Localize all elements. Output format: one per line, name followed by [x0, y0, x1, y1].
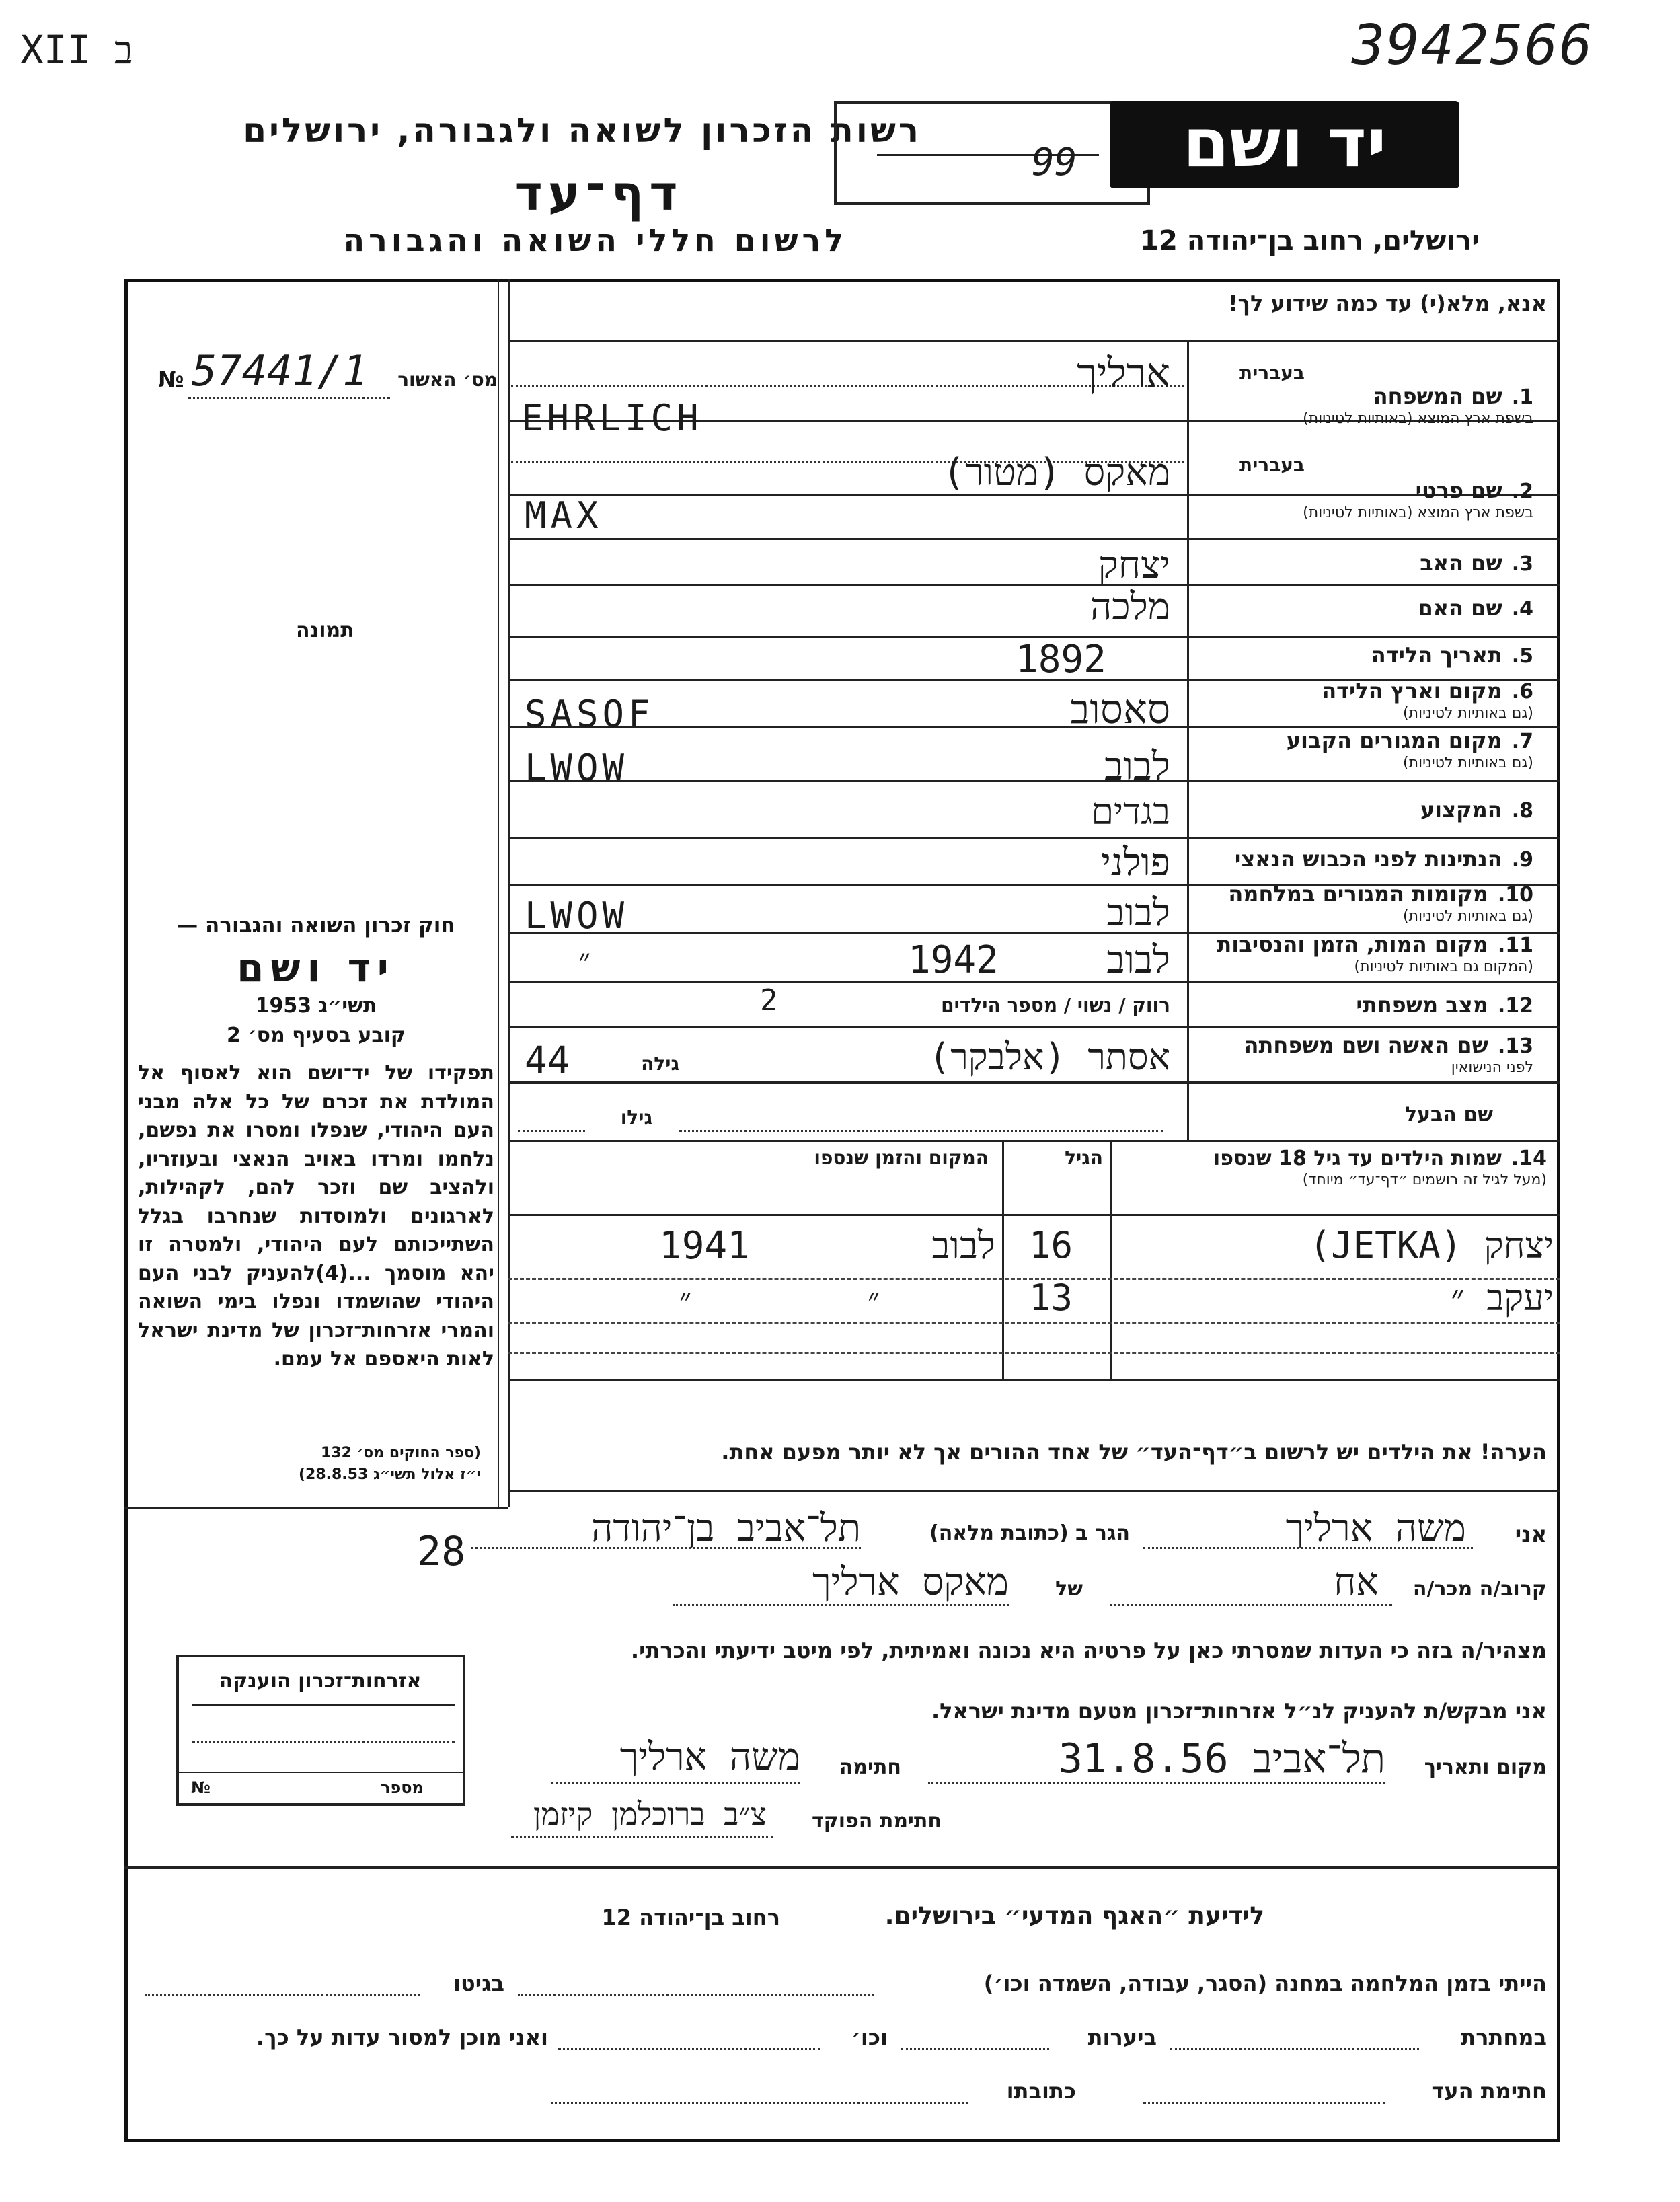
field-1-latin-value: EHRLICH	[521, 397, 703, 439]
ready-to-testify-label: ואני מוכן למסור עדות על כך.	[256, 2024, 548, 2050]
child-2-year: ״	[679, 1281, 692, 1319]
field-3-label: 3.שם האב	[1420, 550, 1533, 576]
officer-label: חתימת הפוקד	[812, 1809, 942, 1833]
child-1-name: יצחק (JETKA)	[1309, 1224, 1554, 1266]
field-9-value: פולני	[1101, 841, 1170, 884]
archive-number: 3942566	[1352, 13, 1594, 77]
field-13-label: 13.שם האשה ושם משפחתה לפני הנישואין	[1244, 1032, 1533, 1076]
field-13-age-label: גילה	[641, 1053, 679, 1075]
field-4-label: 4.שם האם	[1418, 595, 1533, 621]
field-10-latin-value: LWOW	[525, 895, 629, 937]
law-reference-2: י״ז אלול תשי״ג 28.8.53)	[298, 1466, 481, 1483]
field-7-latin-value: LWOW	[525, 747, 629, 789]
witness-signature-label: חתימת העד	[1431, 2078, 1547, 2104]
field-10-hebrew-value: לבוב	[1106, 891, 1170, 935]
etc-label: וכו׳	[851, 2024, 888, 2050]
underground-label: במחתרת	[1461, 2024, 1547, 2050]
approval-no-label: מס׳ האשור	[397, 369, 498, 391]
citizenship-no-symbol: №	[191, 1778, 211, 1797]
field-3-value: יצחק	[1098, 543, 1170, 587]
footer-address: רחוב בן־יהודה 12	[601, 1905, 780, 1930]
field-7-label: 7.מקום המגורים הקבוע (גם באותיות לטיניות)	[1286, 728, 1533, 771]
field-12-children-count: 2	[760, 983, 778, 1018]
field-11-year: 1942	[908, 938, 999, 982]
field-11-place: לבוב	[1106, 938, 1170, 982]
field-2-label: 2.שם פרטי בשפת ארץ המוצא (באותיות לטיניות)	[1303, 478, 1533, 521]
field-6-label: 6.מקום וארץ הלידה (גם באותיות לטיניות)	[1322, 678, 1533, 722]
officer-signature: צ״ב ברוכלמן קיזמן	[533, 1796, 767, 1832]
children-section-title: 14.שמות הילדים עד גיל 18 שנספו (מעל לגיל זה רושמים ״דף־עד״ מיוחד)	[1213, 1147, 1547, 1188]
photo-label: תמונה	[296, 619, 354, 642]
approval-no-value: 57441/1	[192, 346, 368, 395]
field-2-hebrew-tag: בעברית	[1239, 454, 1305, 476]
place-date-value: תל־אביב 31.8.56	[1058, 1735, 1385, 1782]
field-4-value: מלכה	[1090, 585, 1170, 629]
declarant-name: משה ארליך	[1285, 1507, 1466, 1550]
field-5-label: 5.תאריך הלידה	[1371, 642, 1533, 668]
declarant-address: תל־אביב בן־יהודה	[591, 1507, 861, 1550]
husband-age-label: גילו	[620, 1106, 652, 1129]
citizenship-box-title: אזרחות־זכרון הוענקה	[219, 1669, 422, 1693]
declare-text: מצהיר/ה בזה כי העדות שמסרתי כאן על פרטיה היא נכונה ואמיתית, לפי מיטב ידיעתי והכרתי.	[630, 1638, 1547, 1663]
law-reference-1: (ספר החוקים מס׳ 132	[320, 1445, 481, 1461]
field-5-value: 1892	[1016, 638, 1106, 681]
field-2-hebrew-value: מאקס (מטור)	[942, 451, 1170, 494]
citizenship-box	[176, 1655, 465, 1806]
field-1-hebrew-tag: בעברית	[1239, 362, 1305, 384]
footer-line-1: הייתי בזמן המלחמה במחנה (הסגר, עבודה, השמדה וכו׳)	[983, 1971, 1547, 1996]
request-text: אני מבקש/ת להעניק לנ״ל אזרחות־זכרון מטעם מדינת ישראל.	[931, 1698, 1547, 1724]
footer-heading: לידיעת ״האגף המדעי״ בירושלים.	[884, 1902, 1264, 1930]
margin-number: 28	[417, 1528, 466, 1575]
left-column-bottom	[124, 1507, 508, 1509]
children-col-place-time: המקום והזמן שנספו	[814, 1147, 989, 1169]
children-col-age: הגיל	[1065, 1147, 1103, 1169]
of-name: מאקס ארליך	[812, 1560, 1009, 1604]
field-6-hebrew-value: סאסוב	[1070, 686, 1170, 733]
forests-label: ביערות	[1087, 2024, 1157, 2050]
law-clause: קובע בסעיף מס׳ 2	[226, 1024, 406, 1047]
please-fill-notice: אנא, מלא(י) עד כמה שידוע לך!	[1227, 291, 1547, 316]
place-date-label: מקום ותאריך	[1424, 1755, 1547, 1779]
child-2-place: ״	[868, 1281, 880, 1319]
approval-no-symbol: №	[158, 367, 184, 392]
law-year: תשי״ג 1953	[255, 994, 377, 1018]
header-address: ירושלים, רחוב בן־יהודה 12	[1140, 225, 1480, 256]
of-label: של	[1055, 1577, 1083, 1601]
field-8-value: בגדים	[1091, 790, 1170, 833]
child-2-age: 13	[1029, 1277, 1073, 1319]
archive-mark: XII ב	[20, 27, 133, 73]
law-title: חוק זכרון השואה והגבורה —	[177, 913, 455, 938]
ghetto-label: בגיטו	[453, 1971, 504, 1996]
institution-line: רשות הזכרון לשואה ולגבורה, ירושלים	[243, 111, 921, 150]
field-12-label: 12.מצב משפחתי	[1356, 992, 1533, 1018]
field-13-value: אסתר (אלבקר)	[928, 1036, 1170, 1078]
citizenship-number-label: מספר	[381, 1778, 424, 1797]
signature-label: חתימה	[839, 1755, 901, 1779]
logo-text: יד ושם	[1182, 104, 1387, 182]
decl-i-label: אני	[1515, 1521, 1547, 1547]
relation-value: אח	[1334, 1560, 1379, 1604]
form-title: דף־עד	[514, 165, 683, 221]
law-body: תפקידו של יד־ושם הוא לאסוף אל המולדת את זכרם של כל אלה מבני העם היהודי, שנפלו ומסרו את נפשם, נלחמו ומרדו באויב הנאצי ובעוזריו, ולהציב שם וזכר להם, לקהילות, לארגונים ולמוסדות שנחרבו בגלל השתייכותם לעם היהודי, ולמטרה זו יהא מוסמך ...(4)להעניק לבני העם היהודי שהושמדו ונפלו בימי השואה והמרי אזרחות־זכרון של מדינת ישראל לאות היאספם אל עמם.	[138, 1061, 494, 1371]
field-8-label: 8.המקצוע	[1420, 797, 1533, 823]
field-13-age-value: 44	[525, 1039, 570, 1083]
label-column-divider	[1187, 340, 1189, 1140]
yad-vashem-logo	[1110, 101, 1459, 188]
husband-label: שם הבעל	[1404, 1103, 1493, 1127]
field-11-ditto: ״	[578, 942, 591, 979]
child-1-year: 1941	[659, 1224, 750, 1268]
child-1-place: לבוב	[931, 1224, 995, 1268]
form-subtitle: לרשום חללי השואה והגבורה	[343, 222, 847, 258]
field-10-label: 10.מקומות המגורים במלחמה (גם באותיות לטיניות)	[1228, 881, 1533, 925]
stamp-number: 99	[1032, 141, 1077, 184]
relative-label: קרוב/ה מכר/ה	[1412, 1577, 1547, 1601]
field-2-latin-value: MAX	[525, 494, 603, 537]
child-1-age: 16	[1029, 1224, 1073, 1266]
field-1-hebrew-value: ארליך	[1077, 350, 1170, 397]
field-1-label: 1.שם המשפחה בשפת ארץ המוצא (באותיות לטיניות)	[1303, 383, 1533, 427]
declarant-signature: משה ארליך	[619, 1735, 800, 1779]
field-11-label: 11.מקום המות, הזמן והנסיבות (המקום גם באותיות לטיניות)	[1217, 932, 1533, 975]
law-name: יד ושם	[237, 945, 395, 991]
field-7-hebrew-value: לבוב	[1104, 743, 1170, 789]
field-9-label: 9.הנתינות לפני הכבוש הנאצי	[1234, 846, 1533, 872]
registration-stamp	[834, 101, 1150, 205]
witness-address-label: כתובתו	[1006, 2078, 1076, 2104]
note-text: הערה! את הילדים יש לרשום ב״דף־העד״ של אחד ההורים אך לא יותר מפעם אחת.	[721, 1439, 1547, 1465]
child-2-name: יעקב ״	[1451, 1277, 1554, 1319]
lives-at-label: הגר ב (כתובת מלאה)	[929, 1521, 1130, 1545]
field-6-latin-value: SASOF	[525, 693, 654, 735]
field-12-printed-options: רווק / נשוי / מספר הילדים	[941, 994, 1170, 1016]
